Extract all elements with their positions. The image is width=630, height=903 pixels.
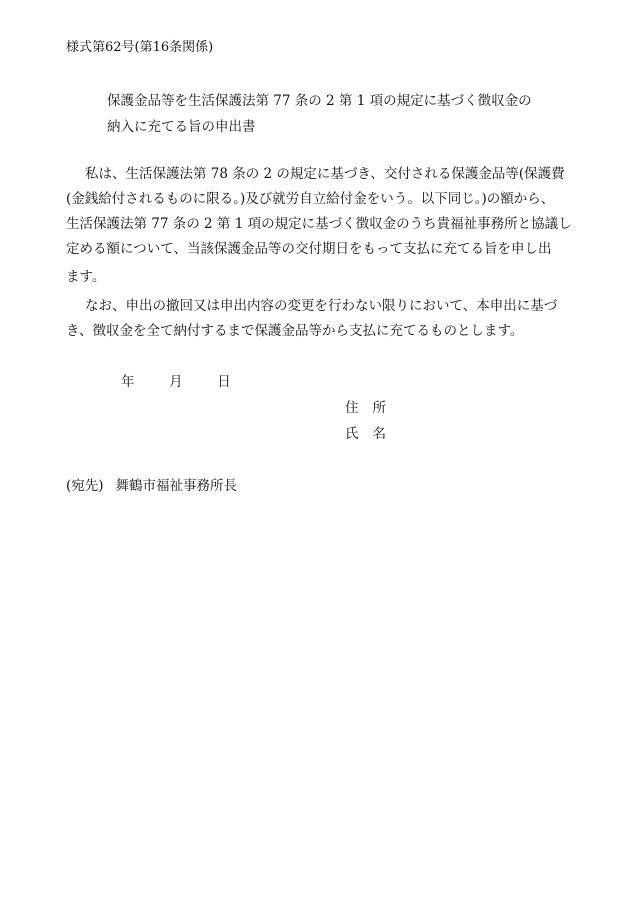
body-text-line-4: 定める額について、当該保護金品等の交付期日をもって支払に充てる旨を申し出 bbox=[66, 241, 552, 257]
body-text-line-2: (金銭給付されるものに限る。)及び就労自立給付金をいう。以下同じ。)の額から、 bbox=[66, 191, 555, 207]
date-year-label: 年 bbox=[121, 374, 135, 390]
body-text-line-6: なお、申出の撤回又は申出内容の変更を行わない限りにおいて、本申出に基づ bbox=[85, 298, 558, 314]
body-text-line-1: 私は、生活保護法第 78 条の 2 の規定に基づき、交付される保護金品等(保護費 bbox=[85, 166, 565, 182]
document-title-line-1: 保護金品等を生活保護法第 77 条の 2 第 1 項の規定に基づく徴収金の bbox=[107, 93, 532, 109]
form-number: 様式第62号(第16条関係) bbox=[66, 40, 214, 55]
date-line bbox=[121, 376, 231, 390]
address-label: 住 所 bbox=[345, 400, 386, 416]
addressee-recipient: 舞鶴市福祉事務所長 bbox=[115, 478, 238, 494]
date-day-label: 日 bbox=[217, 374, 231, 390]
date-month-label: 月 bbox=[169, 374, 183, 390]
body-text-line-3: 生活保護法第 77 条の 2 第 1 項の規定に基づく徴収金のうち貴福祉事務所と協議し bbox=[66, 216, 572, 232]
body-text-line-5: ます。 bbox=[66, 269, 106, 285]
addressee-prefix: (宛先) bbox=[66, 478, 104, 494]
body-text-line-7: き、徴収金を全て納付するまで保護金品等から支払に充てるものとします。 bbox=[66, 323, 524, 339]
addressee bbox=[66, 480, 237, 494]
document-title-line-2: 納入に充てる旨の申出書 bbox=[107, 119, 256, 135]
name-label: 氏 名 bbox=[345, 426, 386, 442]
